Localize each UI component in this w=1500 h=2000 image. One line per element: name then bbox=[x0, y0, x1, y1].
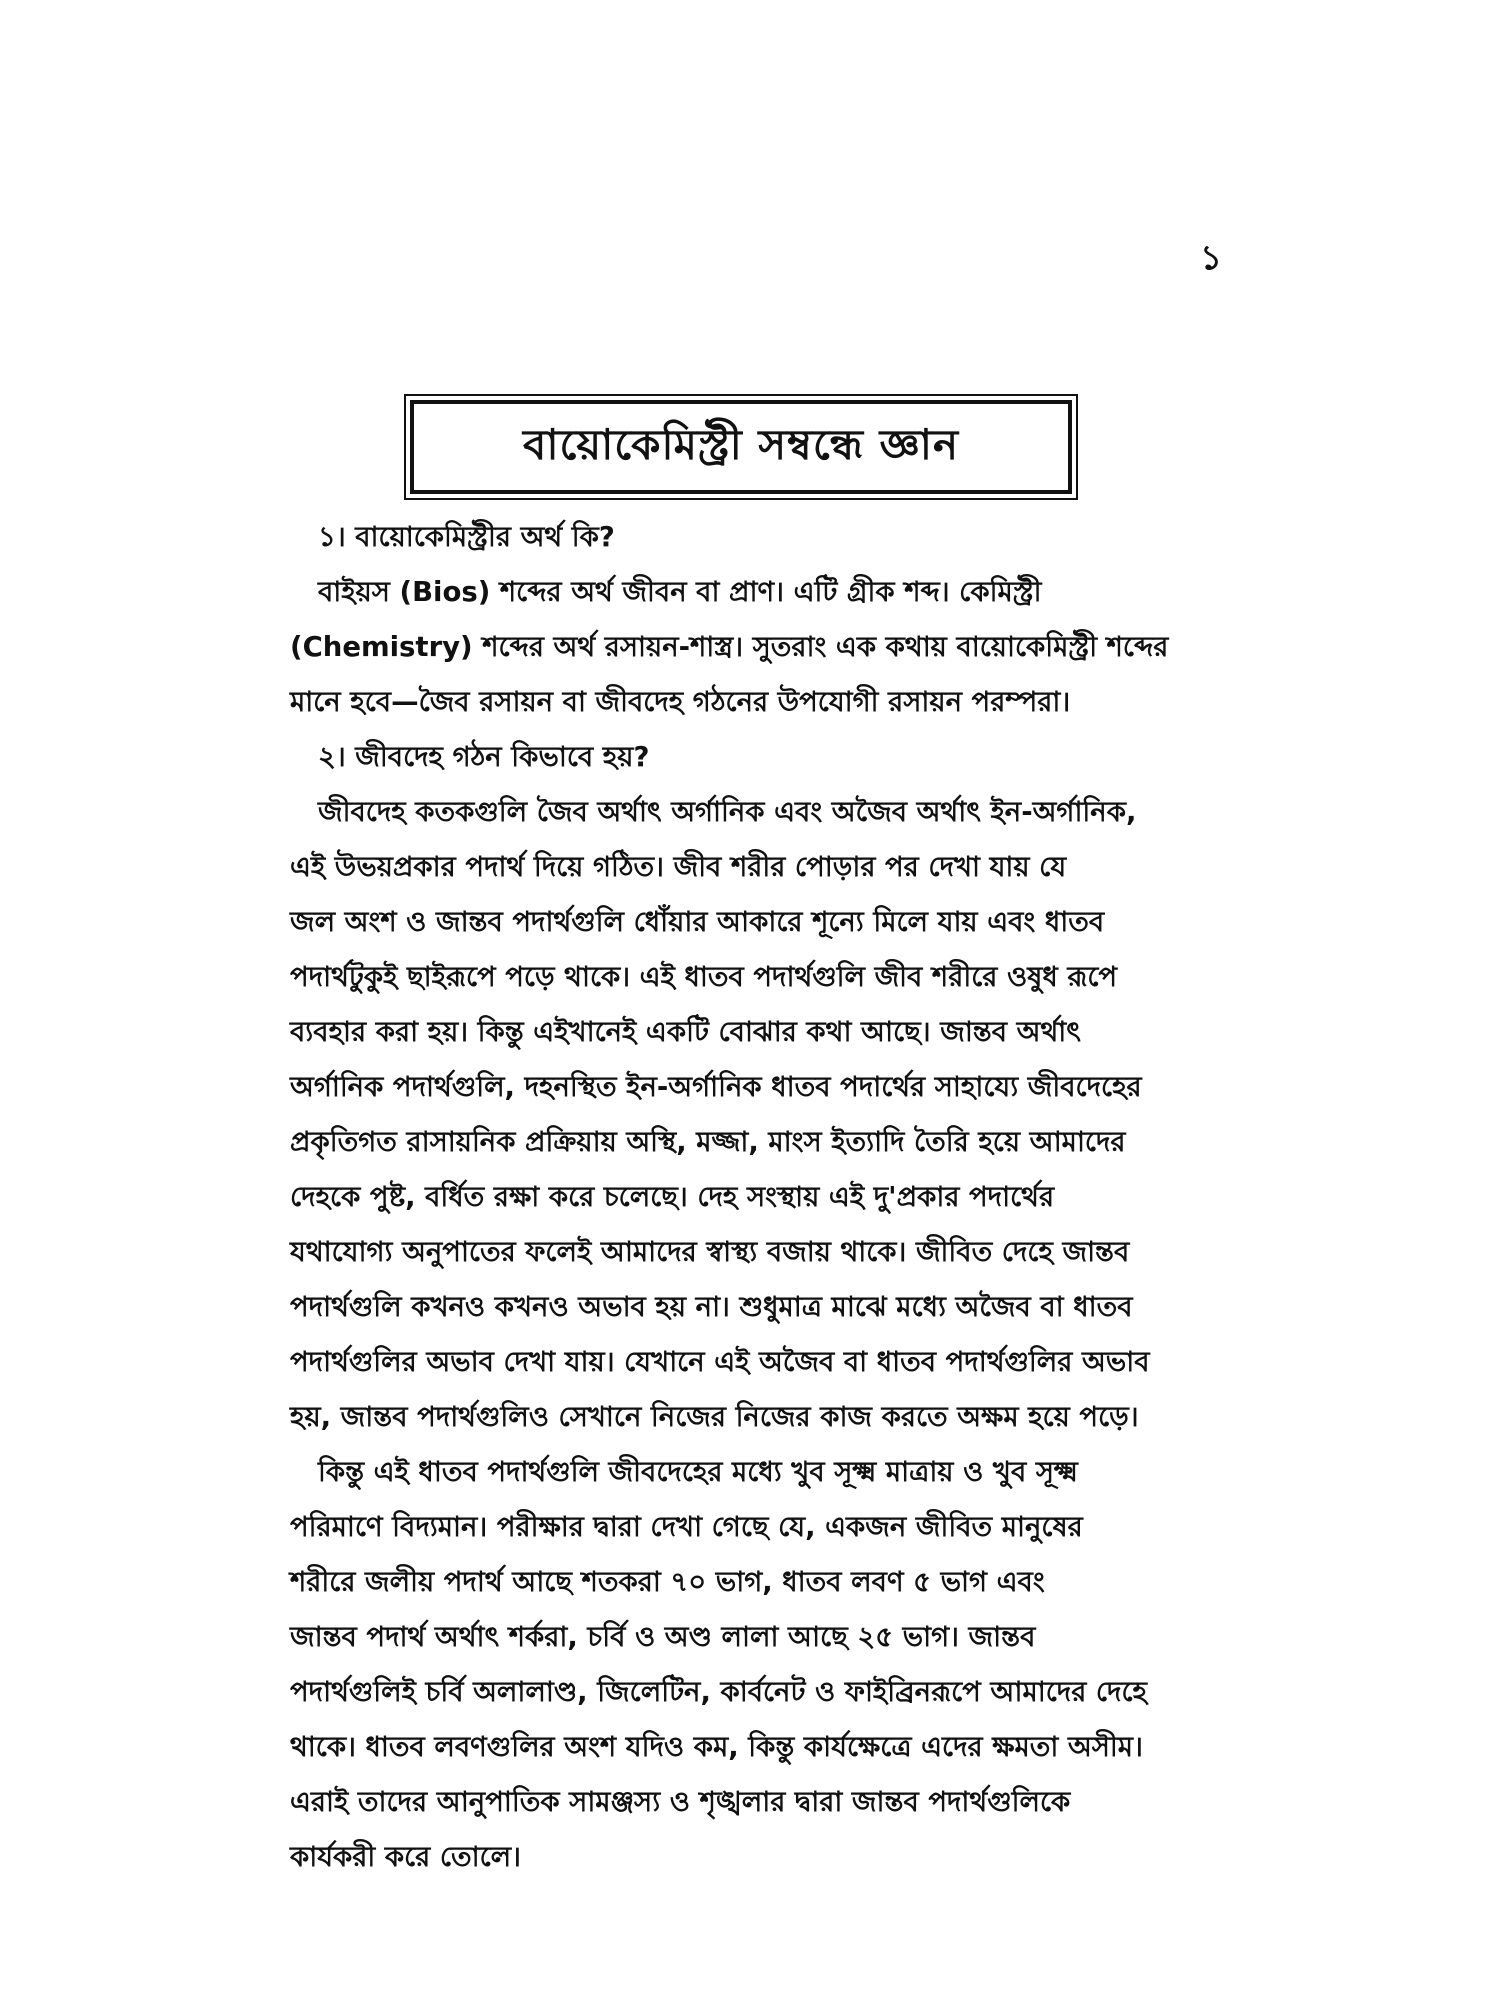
section-heading: ১। বায়োকেমিস্ট্রীর অর্থ কি? bbox=[318, 521, 615, 553]
paragraph-line: শরীরে জলীয় পদার্থ আছে শতকরা ৭০ ভাগ, ধাতব লবণ ৫ ভাগ এবং bbox=[290, 1566, 1045, 1598]
paragraph-line: জল অংশ ও জান্তব পদার্থগুলি ধোঁয়ার আকারে শূন্যে মিলে যায় এবং ধাতব bbox=[290, 906, 1105, 938]
paragraph-line: দেহকে পুষ্ট, বর্ধিত রক্ষা করে চলেছে। দেহ সংস্থায় এই দু'প্রকার পদার্থের bbox=[290, 1181, 1055, 1213]
section-heading: ২। জীবদেহ গঠন কিভাবে হয়? bbox=[318, 741, 650, 773]
paragraph-line: বাইয়স (Bios) শব্দের অর্থ জীবন বা প্রাণ। এটি গ্রীক শব্দ। কেমিস্ট্রী bbox=[318, 576, 1042, 608]
paragraph-line: অর্গানিক পদার্থগুলি, দহনস্থিত ইন-অর্গানিক ধাতব পদার্থের সাহায্যে জীবদেহের bbox=[290, 1071, 1142, 1103]
paragraph-line: জান্তব পদার্থ অর্থাৎ শর্করা, চর্বি ও অণ্ড লালা আছে ২৫ ভাগ। জান্তব bbox=[290, 1621, 1036, 1653]
paragraph-line: পরিমাণে বিদ্যমান। পরীক্ষার দ্বারা দেখা গেছে যে, একজন জীবিত মানুষের bbox=[290, 1511, 1083, 1543]
chapter-title: বায়োকেমিস্ট্রী সম্বন্ধে জ্ঞান bbox=[522, 419, 960, 469]
paragraph-line: জীবদেহ কতকগুলি জৈব অর্থাৎ অর্গানিক এবং অজৈব অর্থাৎ ইন-অর্গানিক, bbox=[318, 796, 1137, 828]
page-number: ১ bbox=[1200, 238, 1223, 278]
paragraph-line: প্রকৃতিগত রাসায়নিক প্রক্রিয়ায় অস্থি, মজ্জা, মাংস ইত্যাদি তৈরি হয়ে আমাদের bbox=[290, 1126, 1126, 1158]
paragraph-line: পদার্থটুকুই ছাইরূপে পড়ে থাকে। এই ধাতব পদার্থগুলি জীব শরীরে ওষুধ রূপে bbox=[290, 961, 1118, 993]
paragraph-line: এই উভয়প্রকার পদার্থ দিয়ে গঠিত। জীব শরীর পোড়ার পর দেখা যায় যে bbox=[290, 851, 1067, 883]
body-text bbox=[290, 510, 1246, 1885]
paragraph-line: ব্যবহার করা হয়। কিন্তু এইখানেই একটি বোঝার কথা আছে। জান্তব অর্থাৎ bbox=[290, 1016, 1081, 1048]
paragraph-line: (Chemistry) শব্দের অর্থ রসায়ন-শাস্ত্র। সুতরাং এক কথায় বায়োকেমিস্ট্রী শব্দের bbox=[290, 631, 1169, 663]
paragraph-line: থাকে। ধাতব লবণগুলির অংশ যদিও কম, কিন্তু কার্যক্ষেত্রে এদের ক্ষমতা অসীম। bbox=[290, 1731, 1143, 1763]
paragraph-line: মানে হবে—জৈব রসায়ন বা জীবদেহ গঠনের উপযোগী রসায়ন পরম্পরা। bbox=[290, 686, 1071, 718]
paragraph-line: পদার্থগুলিই চর্বি অলালাণ্ড, জিলেটিন, কার্বনেট ও ফাইব্রিনরূপে আমাদের দেহে bbox=[290, 1676, 1148, 1708]
chapter-title-box bbox=[410, 400, 1072, 494]
paragraph-line: কার্যকরী করে তোলে। bbox=[290, 1841, 521, 1873]
paragraph-line: এরাই তাদের আনুপাতিক সামঞ্জস্য ও শৃঙ্খলার দ্বারা জান্তব পদার্থগুলিকে bbox=[290, 1786, 1071, 1818]
paragraph-line: যথাযোগ্য অনুপাতের ফলেই আমাদের স্বাস্থ্য বজায় থাকে। জীবিত দেহে জান্তব bbox=[290, 1236, 1130, 1268]
paragraph-line: পদার্থগুলি কখনও কখনও অভাব হয় না। শুধুমাত্র মাঝে মধ্যে অজৈব বা ধাতব bbox=[290, 1291, 1133, 1323]
paragraph-line: কিন্তু এই ধাতব পদার্থগুলি জীবদেহের মধ্যে খুব সূক্ষ্ম মাত্রায় ও খুব সূক্ষ্ম bbox=[318, 1456, 1078, 1488]
paragraph-line: পদার্থগুলির অভাব দেখা যায়। যেখানে এই অজৈব বা ধাতব পদার্থগুলির অভাব bbox=[290, 1346, 1150, 1378]
paragraph-line: হয়, জান্তব পদার্থগুলিও সেখানে নিজের নিজের কাজ করতে অক্ষম হয়ে পড়ে। bbox=[290, 1401, 1139, 1433]
